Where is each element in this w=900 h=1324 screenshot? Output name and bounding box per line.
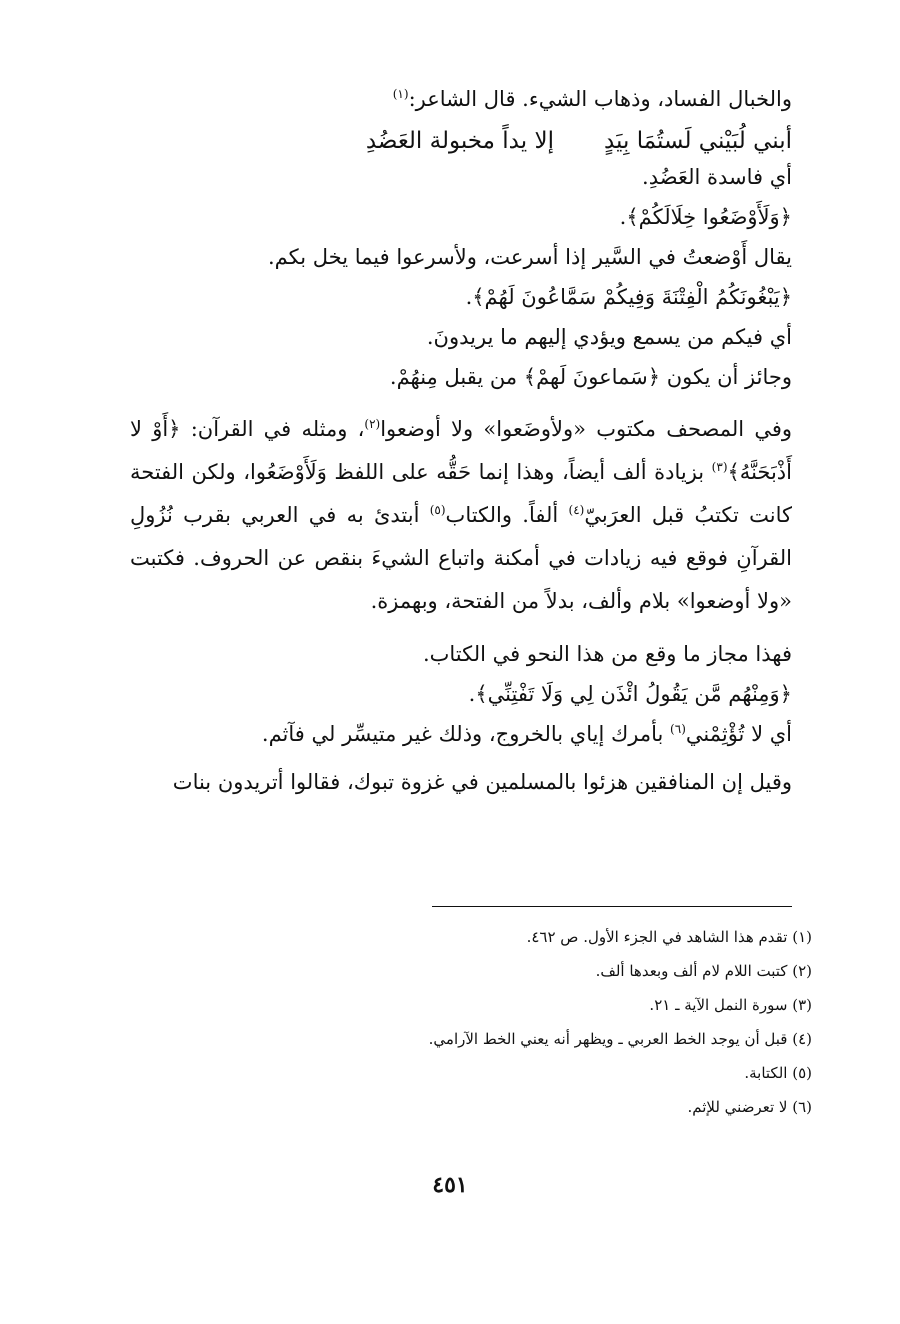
- footnote-ref: (١): [392, 87, 409, 101]
- quran-quote: ﴿وَلَأَوْضَعُوا خِلَالَكُمْ﴾.: [619, 205, 792, 229]
- quran-quote: ﴿يَبْغُونَكُمُ الْفِتْنَةَ وَفِيكُمْ سَمَّاعُونَ لَهُمْ﴾.: [465, 285, 792, 309]
- page-number: ٤٥١: [432, 1172, 468, 1198]
- text-run: أي لا تُؤْثِمْني: [685, 722, 792, 746]
- text-run: والخبال الفساد، وذهاب الشيء. قال الشاعر:: [408, 87, 792, 111]
- footnote: (١) تقدم هذا الشاهد في الجزء الأول. ص ٤٦٢.: [526, 928, 812, 946]
- text-line: [130, 82, 792, 116]
- footnote: (٤) قبل أن يوجد الخط العربي ـ ويظهر أنه يعني الخط الآرامي.: [428, 1030, 812, 1048]
- text-line: يقال أَوْضعتُ في السَّير إذا أسرعت، ولأسرعوا فيما يخل بكم.: [268, 245, 792, 269]
- footnote-ref: (٤): [568, 503, 585, 517]
- text-run: وفي المصحف مكتوب «ولأوضَعوا» ولا أوضعوا: [380, 417, 793, 441]
- footnote: (٣) سورة النمل الآية ـ ٢١.: [649, 996, 812, 1014]
- verse-hemistich-first: أبني لُبَيْني لَستُمَا بِيَدٍ: [603, 128, 792, 154]
- footnote: (٥) الكتابة.: [744, 1064, 812, 1082]
- text-run: بزيادة ألف أيضاً، وهذا إنما حَقُّه على اللفظ وَلَأَوْضَعُوا، ولكن الفتحة كانت تكتبُ قبل العرَبيّ: [130, 460, 792, 527]
- text-line: وجائز أن يكون ﴿سَماعونَ لَهمْ﴾ من يقبل مِنهُمْ.: [389, 365, 792, 389]
- footnote-divider: [432, 906, 792, 907]
- main-text: [130, 82, 792, 799]
- verse-line: [130, 122, 792, 160]
- text-run: ، ومثله في القرآن: ﴿أَوْ لا أَذْبَحَنَّهُ﴾: [130, 417, 792, 484]
- text-line: فهذا مجاز ما وقع من هذا النحو في الكتاب.: [422, 642, 792, 666]
- text-run: بأمرك إياي بالخروج، وذلك غير متيسِّر لي فآثم.: [261, 722, 671, 746]
- verse-hemistich-second: إلا يداً مخبولة العَضُدِ: [365, 128, 554, 154]
- footnote-ref: (٦): [670, 722, 686, 736]
- footnote-ref: (٢): [364, 417, 381, 431]
- footnote: (٦) لا تعرضني للإثم.: [687, 1098, 812, 1116]
- text-line: [130, 717, 792, 751]
- spacer: [130, 623, 792, 637]
- quran-quote: ﴿وَمِنْهُم مَّن يَقُولُ ائْذَن لِي وَلَا تَفْتِنِّي﴾.: [468, 682, 792, 706]
- paragraph: [130, 408, 792, 623]
- text-line: أي فاسدة العَضُدِ.: [642, 165, 792, 189]
- text-line: وقيل إن المنافقين هزئوا بالمسلمين في غزوة تبوك، فقالوا أتريدون بنات: [172, 770, 792, 794]
- spacer: [130, 751, 792, 765]
- spacer: [130, 394, 792, 408]
- footnote-ref: (٣): [711, 460, 728, 474]
- footnote-ref: (٥): [429, 503, 446, 517]
- footnotes: [130, 920, 812, 1124]
- text-line: أي فيكم من يسمع ويؤدي إليهم ما يريدونَ.: [426, 325, 792, 349]
- text-run: ألفاً. والكتاب: [445, 503, 569, 527]
- text-run: أبتدئ به في العربي بقرب نُزُولِ القرآنِ فوقع فيه زيادات في أمكنة واتباع الشيءَ بنقص عن الحروف. فكتبت «ولا أوضعوا» بلام وألف، بدلاً من الفتحة، وبهمزة.: [130, 503, 792, 613]
- footnote: (٢) كتبت اللام لام ألف وبعدها ألف.: [595, 962, 812, 980]
